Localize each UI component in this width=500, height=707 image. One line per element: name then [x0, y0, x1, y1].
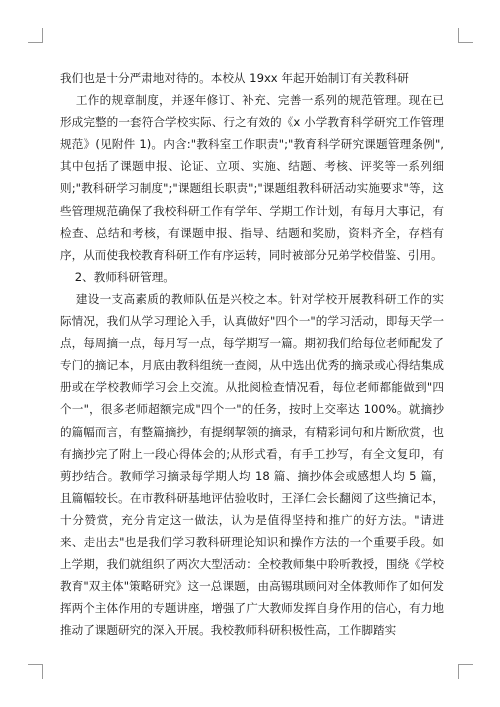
crop-mark-top-left	[28, 28, 43, 43]
paragraph-regulations: 工作的规章制度，并逐年修订、补充、完善一系列的规范管理。现在已形成完整的一套符合学校实际、行之有效的《x 小学教育科学研究工作管理规范》(见附件 1)。内含:"教科室工作职责";"教育科学研究课题管理条例",其中包括了课题申报、论证、立项、实施、结题、考核、评奖等一系列细则;"教科研学习制度";"课题组长职责";"课题组教科研活动实施要求"等，这些管理规范确保了我校科研工作有学年、学期工作计划，有每月大事记，有检查、总结和考核，有课题申报、指导、结题和奖励，资料齐全，存档有序，从而使我校教育科研工作有序运转，同时被部分兄弟学校借鉴、引用。	[60, 93, 444, 262]
paragraph-continuation: 我们也是十分严肃地对待的。本校从 19xx 年起开始制订有关教科研	[60, 71, 409, 85]
document-body	[60, 67, 444, 641]
paragraph-teacher-research: 建设一支高素质的教师队伍是兴校之本。针对学校开展教科研工作的实际情况，我们从学习理论入手，认真做好"四个一"的学习活动，即每天学一点，每周摘一点，每月写一点，每学期写一篇。期初我们给每位老师配发了专门的摘记本，月底由教科组统一查阅，从中选出优秀的摘录或心得结集成册或在学校教师学习会上交流。从批阅检查情况看，每位老师都能做到"四个一"，很多老师超额完成"四个一"的任务，按时上交率达 100%。就摘抄的篇幅而言，有整篇摘抄，有提纲挈领的摘录，有精彩词句和片断欣赏，也有摘抄完了附上一段心得体会的;从形式看，有手工抄写，有全文复印，有剪抄结合。教师学习摘录每学期人均 18 篇、摘抄体会或感想人均 5 篇，且篇幅较长。在市教科研基地评估验收时，王泽仁会长翻阅了这些摘记本，十分赞赏，充分肯定这一做法，认为是值得坚持和推广的好方法。"请进来、走出去"也是我们学习教科研理论知识和操作方法的一个重要手段。如上学期，我们就组织了两次大型活动：全校教师集中聆听教授，围绕《学校教育"双主体"策略研究》这一总课题，由高锡琪顾问对全体教师作了如何发挥两个主体作用的专题讲座，增强了广大教师发挥自身作用的信心，有力地推动了课题研究的深入开展。我校教师科研积极性高，工作脚踏实	[60, 291, 444, 638]
crop-mark-top-right	[458, 28, 473, 43]
crop-mark-bottom-left	[28, 664, 43, 679]
section-heading: 2、教师科研管理。	[60, 269, 175, 284]
crop-mark-bottom-right	[458, 664, 473, 679]
